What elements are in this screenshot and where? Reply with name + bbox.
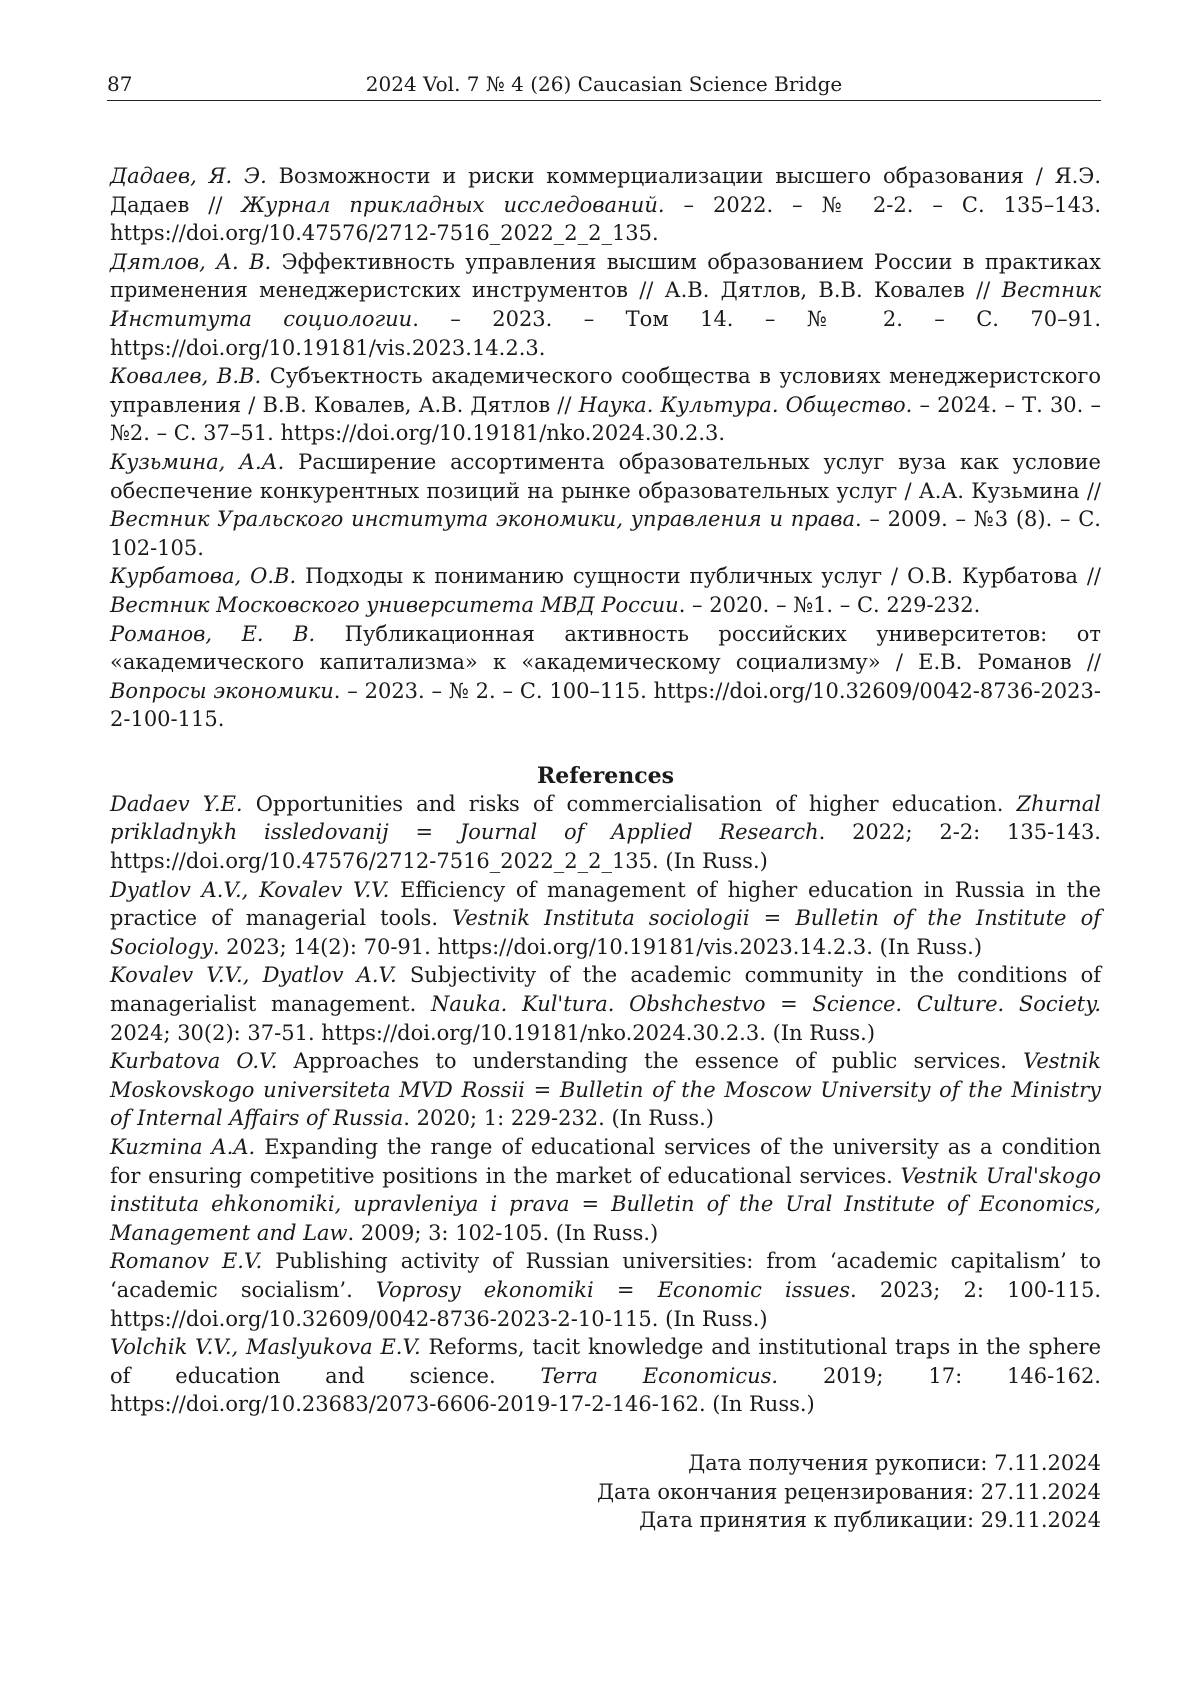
en-reference-item <box>110 1247 1101 1333</box>
reference-source: Vestnik Moskovskogo universiteta MVD Rossii = Bulletin of the Moscow University of the Ministry of Internal Affairs of Russia <box>110 1049 1101 1131</box>
reference-authors: Dadaev Y.E. <box>110 791 243 816</box>
ru-reference-item <box>110 562 1101 619</box>
reference-body: Эффективность управления высшим образованием России в практиках применения менеджеристских инструментов // А.В. Дятлов, В.В. Ковалев // <box>110 249 1102 303</box>
en-reference-item <box>110 1333 1101 1419</box>
reference-authors: Ковалев, В.В. <box>110 364 262 389</box>
reference-tail: . 2023; 14(2): 70-91. https://doi.org/10.19181/vis.2023.14.2.3. (In Russ.) <box>212 934 983 959</box>
date-accepted: Дата принятия к публикации: 29.11.2024 <box>639 1508 1101 1533</box>
reference-source: Zhurnal prikladnykh issledovanij = Journal of Applied Research <box>110 791 1101 845</box>
en-reference-list <box>110 790 1101 1419</box>
en-reference-item <box>110 961 1101 1047</box>
reference-tail: 2024; 30(2): 37-51. https://doi.org/10.19181/nko.2024.30.2.3. (In Russ.) <box>110 1020 876 1045</box>
reference-tail: . 2022; 2-2: 135-143. https://doi.org/10.47576/2712-7516_2022_2_2_135. (In Russ.) <box>110 820 1101 874</box>
reference-body: Efficiency of management of higher education in Russia in the practice of managerial tools. <box>110 877 1102 931</box>
page-number: 87 <box>107 72 133 96</box>
reference-body: Expanding the range of educational services of the university as a condition for ensuring competitive positions in the market of educational services. <box>110 1135 1101 1188</box>
date-received: Дата получения рукописи: 7.11.2024 <box>688 1450 1101 1475</box>
ru-reference-item <box>110 448 1101 562</box>
en-reference-item <box>110 790 1101 876</box>
reference-source: Nauka. Kul'tura. Obshchestvo = Science. Culture. Society. <box>430 992 1101 1017</box>
reference-tail: . – 2023. – № 2. – С. 100–115. https://doi.org/10.32609/0042-8736-2023-2-100-115. <box>110 678 1101 732</box>
reference-source: Вопросы экономики <box>110 678 334 703</box>
reference-tail: . – 2009. – №3 (8). – С. 102-105. <box>110 507 1101 560</box>
reference-tail: . – 2023. – Том 14. – № 2. – С. 70–91. https://doi.org/10.19181/vis.2023.14.2.3. <box>110 306 1102 360</box>
journal-title: 2024 Vol. 7 № 4 (26) Caucasian Science Bridge <box>365 72 843 96</box>
reference-authors: Дадаев, Я. Э. <box>110 164 267 188</box>
reference-authors: Дятлов, А. В. <box>110 249 272 274</box>
reference-authors: Volchik V.V., Maslyukova E.V. <box>110 1335 421 1360</box>
reference-authors: Romanov E.V. <box>110 1249 263 1274</box>
ru-reference-item <box>110 620 1101 734</box>
date-reviewed: Дата окончания рецензирования: 27.11.2024 <box>596 1479 1101 1504</box>
reference-source: Журнал прикладных исследований. <box>241 192 665 217</box>
reference-body: Reforms, tacit knowledge and institutional traps in the sphere of education and science. <box>110 1335 1102 1388</box>
reference-tail: . 2020; 1: 229-232. (In Russ.) <box>403 1106 714 1131</box>
ru-reference-item <box>110 248 1101 362</box>
en-reference-item <box>110 1047 1101 1133</box>
reference-authors: Романов, Е. В. <box>110 621 316 646</box>
reference-tail: – 2024. – Т. 30. – №2. – С. 37–51. https://doi.org/10.19181/nko.2024.30.2.3. <box>110 392 1101 446</box>
reference-body: Субъектность академического сообщества в условиях менеджеристского управления / В.В. Ковалев, А.В. Дятлов // <box>110 364 1101 417</box>
reference-tail: . 2009; 3: 102-105. (In Russ.) <box>347 1220 659 1245</box>
reference-body: Subjectivity of the academic community in the conditions of managerialist management. <box>110 963 1102 1017</box>
ru-reference-list <box>110 162 1101 734</box>
page-content <box>110 162 1101 1535</box>
reference-tail: . – 2020. – №1. – С. 229-232. <box>678 592 981 617</box>
reference-body: Подходы к пониманию сущности публичных услуг / О.В. Курбатова // <box>296 564 1101 589</box>
reference-authors: Kuzmina A.A. <box>110 1135 256 1159</box>
reference-source: Вестник Московского университета МВД России <box>110 592 679 617</box>
ru-reference-item <box>110 162 1101 248</box>
reference-source: Вестник Уральского института экономики, управления и права <box>110 507 855 532</box>
ru-reference-item <box>110 362 1101 448</box>
reference-tail: 2019; 17: 146-162. https://doi.org/10.23683/2073-6606-2019-17-2-146-162. (In Russ.) <box>110 1363 1101 1417</box>
reference-body: Возможности и риски коммерциализации высшего образования / Я.Э. Дадаев // <box>110 164 1101 217</box>
reference-authors: Курбатова, О.В. <box>110 564 297 589</box>
reference-body: Publishing activity of Russian universities: from ‘academic capitalism’ to ‘academic socialism’. <box>110 1249 1101 1302</box>
reference-authors: Kovalev V.V., Dyatlov A.V. <box>110 963 397 988</box>
reference-source: Voprosy ekonomiki = Economic issues <box>375 1277 851 1302</box>
reference-authors: Кузьмина, А.А. <box>110 449 285 474</box>
reference-source: Наука. Культура. Общество. <box>578 392 913 417</box>
reference-authors: Dyatlov A.V., Kovalev V.V. <box>110 877 390 902</box>
reference-tail: . 2023; 2: 100-115. https://doi.org/10.32609/0042-8736-2023-2-10-115. (In Russ.) <box>110 1277 1102 1331</box>
en-reference-item <box>110 1133 1101 1247</box>
reference-tail: – 2022. – № 2-2. – С. 135–143. https://doi.org/10.47576/2712-7516_2022_2_2_135. <box>110 192 1102 246</box>
manuscript-dates <box>110 1449 1101 1535</box>
reference-authors: Kurbatova O.V. <box>110 1049 278 1074</box>
reference-source: Vestnik Ural'skogo instituta ehkonomiki, upravleniya i prava = Bulletin of the Ural Institute of Economics, Management and Law <box>110 1163 1102 1245</box>
page-header <box>107 72 1101 101</box>
reference-body: Approaches to understanding the essence of public services. <box>277 1049 1024 1074</box>
references-heading: References <box>536 762 675 789</box>
reference-source: Vestnik Instituta sociologii = Bulletin of the Institute of Sociology <box>110 906 1101 959</box>
reference-source: Вестник Института социологии <box>110 278 1101 331</box>
reference-source: Terra Economicus. <box>540 1363 779 1388</box>
reference-body: Opportunities and risks of commercialisation of higher education. <box>242 791 1017 816</box>
reference-body: Расширение ассортимента образовательных услуг вуза как условие обеспечение конкурентных позиций на рынке образовательных услуг / А.А. Кузьмина // <box>110 449 1101 503</box>
reference-body: Публикационная активность российских университетов: от «академического капитализма» к «академическому социализму» / Е.В. Романов // <box>110 621 1101 675</box>
en-reference-item <box>110 876 1101 962</box>
